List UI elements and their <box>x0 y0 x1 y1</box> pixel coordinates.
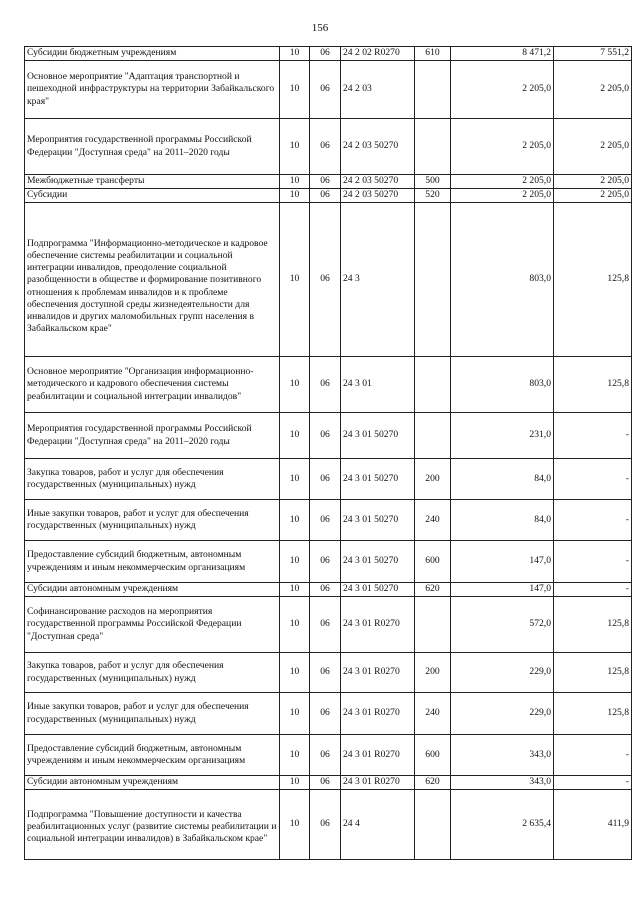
row-target-code: 24 3 01 50270 <box>341 413 415 459</box>
table-row <box>25 790 632 860</box>
row-expense-type: 600 <box>415 541 451 583</box>
table-row <box>25 597 632 653</box>
row-section: 10 <box>280 541 310 583</box>
row-expense-type: 600 <box>415 735 451 776</box>
row-expense-type <box>415 357 451 413</box>
row-section: 10 <box>280 119 310 175</box>
row-section: 10 <box>280 597 310 653</box>
row-section: 10 <box>280 357 310 413</box>
row-section: 10 <box>280 693 310 735</box>
row-amount-1: 229,0 <box>451 653 554 693</box>
row-target-code: 24 2 02 R0270 <box>341 47 415 61</box>
row-amount-2: 2 205,0 <box>554 189 632 203</box>
row-expense-type: 520 <box>415 189 451 203</box>
row-expense-type <box>415 119 451 175</box>
row-subsection: 06 <box>310 583 341 597</box>
row-target-code: 24 3 01 <box>341 357 415 413</box>
row-target-code: 24 3 01 50270 <box>341 583 415 597</box>
row-section: 10 <box>280 61 310 119</box>
row-subsection: 06 <box>310 61 341 119</box>
budget-table-body <box>25 47 632 860</box>
row-amount-2: - <box>554 735 632 776</box>
row-name: Субсидии автономным учреждениям <box>25 776 280 790</box>
row-subsection: 06 <box>310 776 341 790</box>
table-row <box>25 735 632 776</box>
row-expense-type: 200 <box>415 653 451 693</box>
row-section: 10 <box>280 790 310 860</box>
row-name: Субсидии автономным учреждениям <box>25 583 280 597</box>
row-section: 10 <box>280 203 310 357</box>
table-row <box>25 583 632 597</box>
row-name: Межбюджетные трансферты <box>25 175 280 189</box>
row-amount-2: - <box>554 541 632 583</box>
row-amount-1: 8 471,2 <box>451 47 554 61</box>
row-name: Иные закупки товаров, работ и услуг для обеспечения государственных (муниципальных) нужд <box>25 500 280 541</box>
table-row <box>25 500 632 541</box>
row-subsection: 06 <box>310 47 341 61</box>
row-section: 10 <box>280 500 310 541</box>
table-row <box>25 459 632 500</box>
row-subsection: 06 <box>310 459 341 500</box>
row-amount-2: 2 205,0 <box>554 119 632 175</box>
row-name: Предоставление субсидий бюджетным, автономным учреждениям и иным некоммерческим организациям <box>25 735 280 776</box>
table-row <box>25 119 632 175</box>
row-subsection: 06 <box>310 189 341 203</box>
row-section: 10 <box>280 653 310 693</box>
row-amount-1: 803,0 <box>451 357 554 413</box>
row-section: 10 <box>280 776 310 790</box>
row-target-code: 24 4 <box>341 790 415 860</box>
row-subsection: 06 <box>310 413 341 459</box>
row-amount-2: - <box>554 500 632 541</box>
row-amount-2: 7 551,2 <box>554 47 632 61</box>
row-amount-2: - <box>554 413 632 459</box>
table-row <box>25 541 632 583</box>
row-amount-2: 125,8 <box>554 203 632 357</box>
row-section: 10 <box>280 735 310 776</box>
row-target-code: 24 3 01 R0270 <box>341 597 415 653</box>
row-amount-2: 411,9 <box>554 790 632 860</box>
row-expense-type <box>415 413 451 459</box>
row-amount-1: 2 635,4 <box>451 790 554 860</box>
row-name: Иные закупки товаров, работ и услуг для обеспечения государственных (муниципальных) нужд <box>25 693 280 735</box>
row-amount-1: 147,0 <box>451 541 554 583</box>
row-amount-1: 229,0 <box>451 693 554 735</box>
table-row <box>25 693 632 735</box>
row-amount-2: - <box>554 583 632 597</box>
row-amount-2: 125,8 <box>554 597 632 653</box>
row-subsection: 06 <box>310 693 341 735</box>
row-target-code: 24 2 03 50270 <box>341 189 415 203</box>
row-expense-type <box>415 61 451 119</box>
row-amount-2: 2 205,0 <box>554 61 632 119</box>
row-expense-type: 610 <box>415 47 451 61</box>
table-row <box>25 47 632 61</box>
page-number: 156 <box>311 22 329 34</box>
row-amount-2: 125,8 <box>554 653 632 693</box>
row-section: 10 <box>280 459 310 500</box>
row-expense-type <box>415 203 451 357</box>
row-amount-2: - <box>554 459 632 500</box>
row-section: 10 <box>280 583 310 597</box>
row-name: Основное мероприятие "Организация информационно-методического и кадрового обеспечения системы реабилитации и социальной интеграции инвалидов" <box>25 357 280 413</box>
table-row <box>25 357 632 413</box>
row-target-code: 24 3 01 R0270 <box>341 776 415 790</box>
row-name: Основное мероприятие "Адаптация транспортной и пешеходной инфраструктуры на территории Забайкальского края" <box>25 61 280 119</box>
row-subsection: 06 <box>310 357 341 413</box>
row-name: Предоставление субсидий бюджетным, автономным учреждениям и иным некоммерческим организациям <box>25 541 280 583</box>
row-subsection: 06 <box>310 790 341 860</box>
row-amount-1: 84,0 <box>451 500 554 541</box>
row-name: Закупка товаров, работ и услуг для обеспечения государственных (муниципальных) нужд <box>25 653 280 693</box>
row-expense-type: 500 <box>415 175 451 189</box>
row-subsection: 06 <box>310 597 341 653</box>
row-name: Субсидии <box>25 189 280 203</box>
table-row <box>25 175 632 189</box>
row-amount-1: 572,0 <box>451 597 554 653</box>
row-section: 10 <box>280 47 310 61</box>
row-target-code: 24 2 03 <box>341 61 415 119</box>
row-amount-1: 2 205,0 <box>451 175 554 189</box>
row-subsection: 06 <box>310 500 341 541</box>
row-amount-1: 803,0 <box>451 203 554 357</box>
row-expense-type <box>415 790 451 860</box>
row-section: 10 <box>280 175 310 189</box>
row-amount-1: 343,0 <box>451 776 554 790</box>
row-expense-type: 620 <box>415 583 451 597</box>
row-target-code: 24 3 01 50270 <box>341 459 415 500</box>
row-amount-1: 2 205,0 <box>451 61 554 119</box>
row-amount-1: 343,0 <box>451 735 554 776</box>
row-amount-1: 231,0 <box>451 413 554 459</box>
row-expense-type: 200 <box>415 459 451 500</box>
row-subsection: 06 <box>310 175 341 189</box>
row-subsection: 06 <box>310 735 341 776</box>
row-amount-2: 125,8 <box>554 357 632 413</box>
row-amount-1: 84,0 <box>451 459 554 500</box>
row-section: 10 <box>280 189 310 203</box>
row-name: Подпрограмма "Повышение доступности и качества реабилитационных услуг (развитие системы реабилитации и социальной интеграции инвалидов) в Забайкальском крае" <box>25 790 280 860</box>
row-subsection: 06 <box>310 203 341 357</box>
row-target-code: 24 2 03 50270 <box>341 175 415 189</box>
row-amount-1: 2 205,0 <box>451 119 554 175</box>
row-target-code: 24 3 01 50270 <box>341 541 415 583</box>
row-target-code: 24 3 01 R0270 <box>341 735 415 776</box>
row-name: Мероприятия государственной программы Российской Федерации "Доступная среда" на 2011–2020 годы <box>25 413 280 459</box>
row-name: Субсидии бюджетным учреждениям <box>25 47 280 61</box>
table-row <box>25 653 632 693</box>
row-name: Софинансирование расходов на мероприятия государственной программы Российской Федерации "Доступная среда" <box>25 597 280 653</box>
row-subsection: 06 <box>310 653 341 693</box>
table-row <box>25 189 632 203</box>
row-target-code: 24 3 <box>341 203 415 357</box>
row-expense-type: 240 <box>415 693 451 735</box>
row-amount-2: 2 205,0 <box>554 175 632 189</box>
row-name: Подпрограмма "Информационно-методическое и кадровое обеспечение системы реабилитации и социальной интеграции инвалидов, преодоление социальной разобщенности в обществе и формирование позитивного отношения к проблемам инвалидов и к проблеме обеспечения доступной среды жизнедеятельности для инвалидов и других маломобильных групп населения в Забайкальском крае" <box>25 203 280 357</box>
row-amount-2: - <box>554 776 632 790</box>
row-target-code: 24 3 01 R0270 <box>341 693 415 735</box>
row-expense-type: 240 <box>415 500 451 541</box>
row-name: Закупка товаров, работ и услуг для обеспечения государственных (муниципальных) нужд <box>25 459 280 500</box>
row-expense-type: 620 <box>415 776 451 790</box>
row-amount-1: 2 205,0 <box>451 189 554 203</box>
row-section: 10 <box>280 413 310 459</box>
table-row <box>25 61 632 119</box>
row-amount-2: 125,8 <box>554 693 632 735</box>
table-row <box>25 776 632 790</box>
table-row <box>25 203 632 357</box>
row-target-code: 24 3 01 50270 <box>341 500 415 541</box>
row-name: Мероприятия государственной программы Российской Федерации "Доступная среда" на 2011–2020 годы <box>25 119 280 175</box>
budget-table <box>24 46 632 860</box>
row-expense-type <box>415 597 451 653</box>
row-subsection: 06 <box>310 541 341 583</box>
row-amount-1: 147,0 <box>451 583 554 597</box>
row-target-code: 24 3 01 R0270 <box>341 653 415 693</box>
table-row <box>25 413 632 459</box>
row-subsection: 06 <box>310 119 341 175</box>
row-target-code: 24 2 03 50270 <box>341 119 415 175</box>
